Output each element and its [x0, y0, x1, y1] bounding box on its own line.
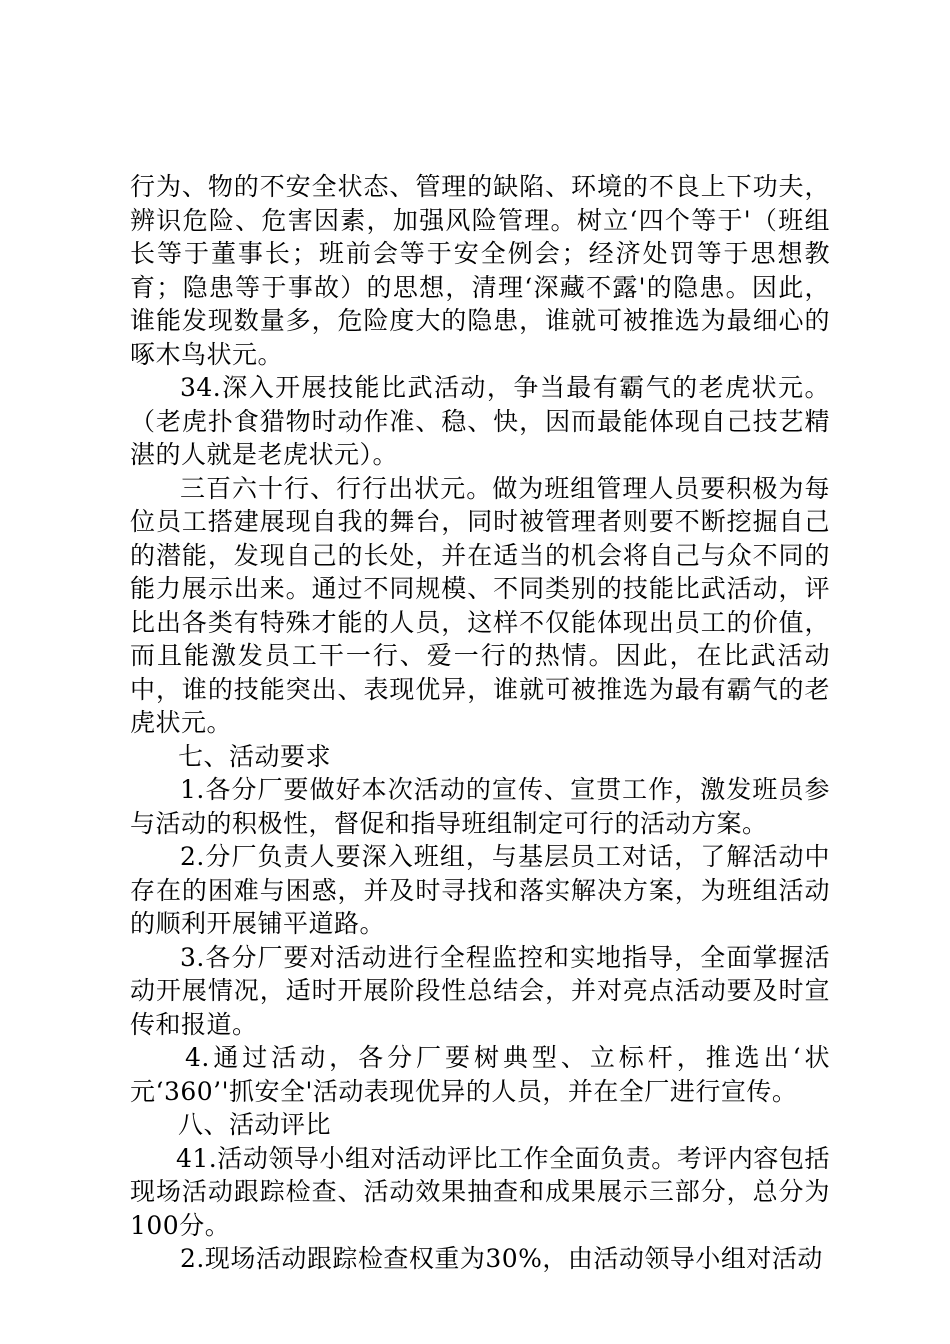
section-heading-activity-evaluation: 八、活动评比 — [178, 1110, 332, 1139]
paragraph-requirement-4: 4.通过活动，各分厂要树典型、立标杆，推选出‘状元‘360’'抓安全'活动表现优异的人员，并在全厂进行宣传。 — [130, 1043, 830, 1106]
section-heading-activity-requirements: 七、活动要求 — [178, 741, 332, 771]
paragraph-evaluation-1: 41.活动领导小组对活动评比工作全面负责。考评内容包括现场活动跟踪检查、活动效果抽查和成果展示三部分，总分为100分。 — [130, 1143, 830, 1240]
paragraph-requirement-2: 2.分厂负责人要深入班组，与基层员工对话，了解活动中存在的困难与困惑，并及时寻找和落实解决方案，为班组活动的顺利开展铺平道路。 — [130, 842, 830, 938]
paragraph-evaluation-2: 2.现场活动跟踪检查权重为30%，由活动领导小组对活动 — [180, 1244, 823, 1273]
paragraph-hazard-identification: 行为、物的不安全状态、管理的缺陷、环境的不良上下功夫，辨识危险、危害因素，加强风险管理。树立‘四个等于'（班组长等于董事长；班前会等于安全例会；经济处罚等于思想教育；隐患等于事故）的思想，清理‘深藏不露'的隐患。因此，谁能发现数量多，危险度大的隐患，谁就可被推选为最细心的啄木鸟状元。 — [130, 172, 830, 369]
paragraph-requirement-1: 1.各分厂要做好本次活动的宣传、宣贯工作，激发班员参与活动的积极性，督促和指导班组制定可行的活动方案。 — [130, 775, 830, 838]
document-body — [130, 170, 830, 1276]
paragraph-skill-competition-body: 三百六十行、行行出状元。做为班组管理人员要积极为每位员工搭建展现自我的舞台，同时被管理者则要不断挖掘自己的潜能，发现自己的长处，并在适当的机会将自己与众不同的能力展示出来。通过不同规模、不同类别的技能比武活动，评比出各类有特殊才能的人员，这样不仅能体现出员工的价值，而且能激发员工干一行、爱一行的热情。因此，在比武活动中，谁的技能突出、表现优异，谁就可被推选为最有霸气的老虎状元。 — [130, 473, 830, 737]
paragraph-skill-competition-heading: 34.深入开展技能比武活动，争当最有霸气的老虎状元。（老虎扑食猎物时动作准、稳、快，因而最能体现自己技艺精湛的人就是老虎状元）。 — [130, 373, 830, 469]
paragraph-requirement-3: 3.各分厂要对活动进行全程监控和实地指导，全面掌握活动开展情况，适时开展阶段性总结会，并对亮点活动要及时宣传和报道。 — [130, 942, 830, 1039]
